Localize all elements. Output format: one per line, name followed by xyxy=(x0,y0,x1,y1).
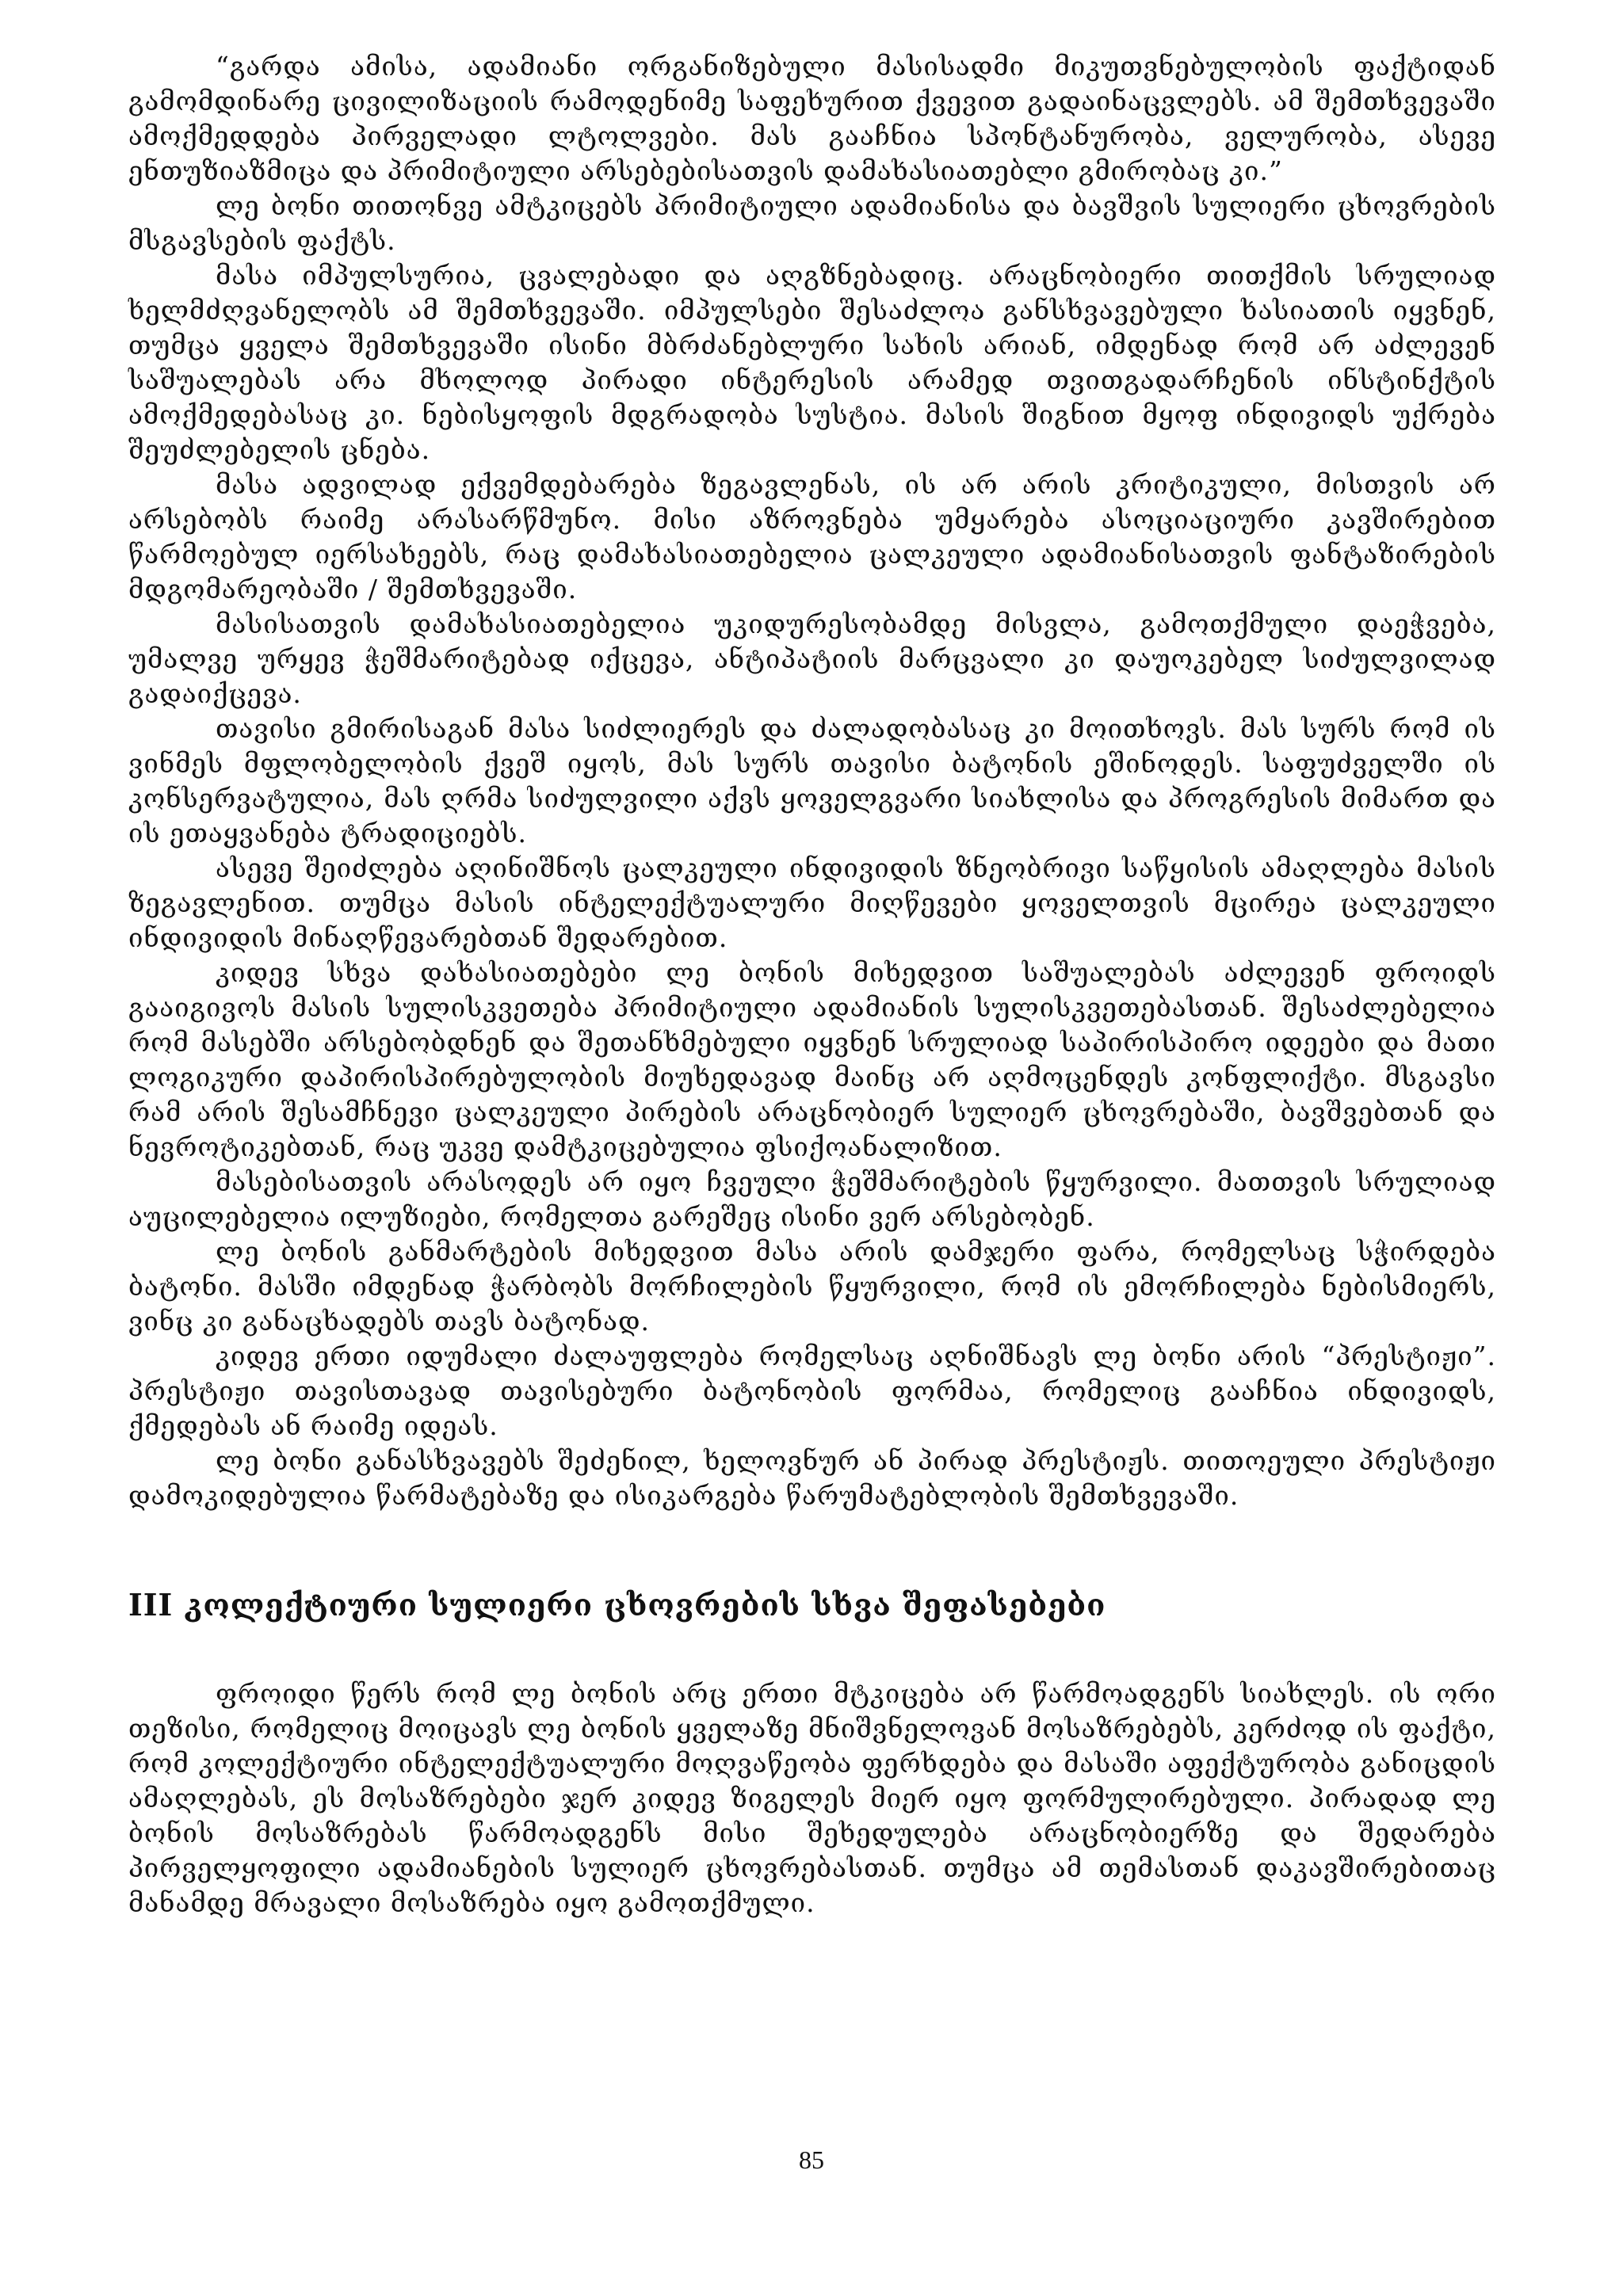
paragraph: ლე ბონი თითონვე ამტკიცებს პრიმიტიული ადამიანისა და ბავშვის სულიერი ცხოვრების მსგავსების ფაქტს. xyxy=(128,190,1496,256)
paragraph: მასებისათვის არასოდეს არ იყო ჩვეული ჭეშმარიტების წყურვილი. მათთვის სრულიად აუცილებელია ილუზიები, რომელთა გარეშეც ისინი ვერ არსებობენ. xyxy=(128,1166,1496,1232)
paragraph: ასევე შეიძლება აღინიშნოს ცალკეული ინდივიდის ზნეობრივი საწყისის ამაღლება მასის ზეგავლენით. თუმცა მასის ინტელექტუალური მიღწევები ყოველთვის მცირეა ცალკეული ინდივიდის მინაღწევარებთან შედარებით. xyxy=(128,852,1496,953)
paragraph: მასა იმპულსურია, ცვალებადი და აღგზნებადიც. არაცნობიერი თითქმის სრულიად ხელმძღვანელობს ამ შემთხვევაში. იმპულსები შესაძლოა განსხვავებული ხასიათის იყვნენ, თუმცა ყველა შემთხვევაში ისინი მბრძანებლური სახის არიან, იმდენად რომ არ აძლევენ საშუალებას არა მხოლოდ პირადი ინტერესის არამედ თვითგადარჩენის ინსტინქტის ამოქმედებასაც კი. ნებისყოფის მდგრადობა სუსტია. მასის შიგნით მყოფ ინდივიდს უქრება შეუძლებელის ცნება. xyxy=(128,260,1496,465)
section-heading: III კოლექტიური სულიერი ცხოვრების სხვა შეფასებები xyxy=(128,1587,1106,1623)
page-number: 85 xyxy=(799,2145,824,2174)
paragraph: ლე ბონი განასხვავებს შეძენილ, ხელოვნურ ან პირად პრესტიჟს. თითოეული პრესტიჟი დამოკიდებულია წარმატებაზე და ისიკარგება წარუმატებლობის შემთხვევაში. xyxy=(128,1445,1496,1511)
paragraph: ფროიდი წერს რომ ლე ბონის არც ერთი მტკიცება არ წარმოადგენს სიახლეს. ის ორი თეზისი, რომელიც მოიცავს ლე ბონის ყველაზე მნიშვნელოვან მოსაზრებებს, კერძოდ ის ფაქტი, რომ კოლექტიური ინტელექტუალური მოღვაწეობა ფერხდება და მასაში აფექტურობა განიცდის ამაღლებას, ეს მოსაზრებები ჯერ კიდევ ზიგელეს მიერ იყო ფორმულირებული. პირადად ლე ბონის მოსაზრებას წარმოადგენს მისი შეხედულება არაცნობიერზე და შედარება პირველყოფილი ადამიანების სულიერ ცხოვრებასთან. თუმცა ამ თემასთან დაკავშირებითაც მანამდე მრავალი მოსაზრება იყო გამოთქმული. xyxy=(128,1678,1496,1918)
paragraph: “გარდა ამისა, ადამიანი ორგანიზებული მასისადმი მიკუთვნებულობის ფაქტიდან გამომდინარე ცივილიზაციის რამოდენიმე საფეხურით ქვევით გადაინაცვლებს. ამ შემთხვევაში ამოქმედდება პირველადი ლტოლვები. მას გააჩნია სპონტანურობა, ველურობა, ასევე ენთუზიაზმიცა და პრიმიტიული არსებებისათვის დამახასიათებლი გმირობაც კი.” xyxy=(128,51,1496,186)
paragraph: ლე ბონის განმარტების მიხედვით მასა არის დამჯერი ფარა, რომელსაც სჭირდება ბატონი. მასში იმდენად ჭარბობს მორჩილების წყურვილი, რომ ის ემორჩილება ნებისმიერს, ვინც კი განაცხადებს თავს ბატონად. xyxy=(128,1236,1496,1337)
paragraph: კიდევ სხვა დახასიათებები ლე ბონის მიხედვით საშუალებას აძლევენ ფროიდს გააიგივოს მასის სულისკვეთება პრიმიტიული ადამიანის სულისკვეთებასთან. შესაძლებელია რომ მასებში არსებობდნენ და შეთანხმებული იყვნენ სრულიად საპირისპირო იდეები და მათი ლოგიკური დაპირისპირებულობის მიუხედავად მაინც არ აღმოცენდეს კონფლიქტი. მსგავსი რამ არის შესამჩნევი ცალკეული პირების არაცნობიერ სულიერ ცხოვრებაში, ბავშვებთან და ნევროტიკებთან, რაც უკვე დამტკიცებულია ფსიქოანალიზით. xyxy=(128,957,1496,1162)
paragraph: მასა ადვილად ექვემდებარება ზეგავლენას, ის არ არის კრიტიკული, მისთვის არ არსებობს რაიმე არასარწმუნო. მისი აზროვნება უმყარება ასოციაციური კავშირებით წარმოებულ იერსახეებს, რაც დამახასიათებელია ცალკეული ადამიანისათვის ფანტაზირების მდგომარეობაში / შემთხვევაში. xyxy=(128,469,1496,605)
paragraph: მასისათვის დამახასიათებელია უკიდურესობამდე მისვლა, გამოთქმული დაეჭვება, უმალვე ურყევ ჭეშმარიტებად იქცევა, ანტიპატიის მარცვალი კი დაუოკებელ სიძულვილად გადაიქცევა. xyxy=(128,608,1496,709)
paragraph: კიდევ ერთი იდუმალი ძალაუფლება რომელსაც აღნიშნავს ლე ბონი არის “პრესტიჟი”. პრესტიჟი თავისთავად თავისებური ბატონობის ფორმაა, რომელიც გააჩნია ინდივიდს, ქმედებას ან რაიმე იდეას. xyxy=(128,1341,1496,1441)
paragraph: თავისი გმირისაგან მასა სიძლიერეს და ძალადობასაც კი მოითხოვს. მას სურს რომ ის ვინმეს მფლობელობის ქვეშ იყოს, მას სურს თავისი ბატონის ეშინოდეს. საფუძველში ის კონსერვატულია, მას ღრმა სიძულვილი აქვს ყოველგვარი სიახლისა და პროგრესის მიმართ და ის ეთაყვანება ტრადიციებს. xyxy=(128,713,1496,849)
